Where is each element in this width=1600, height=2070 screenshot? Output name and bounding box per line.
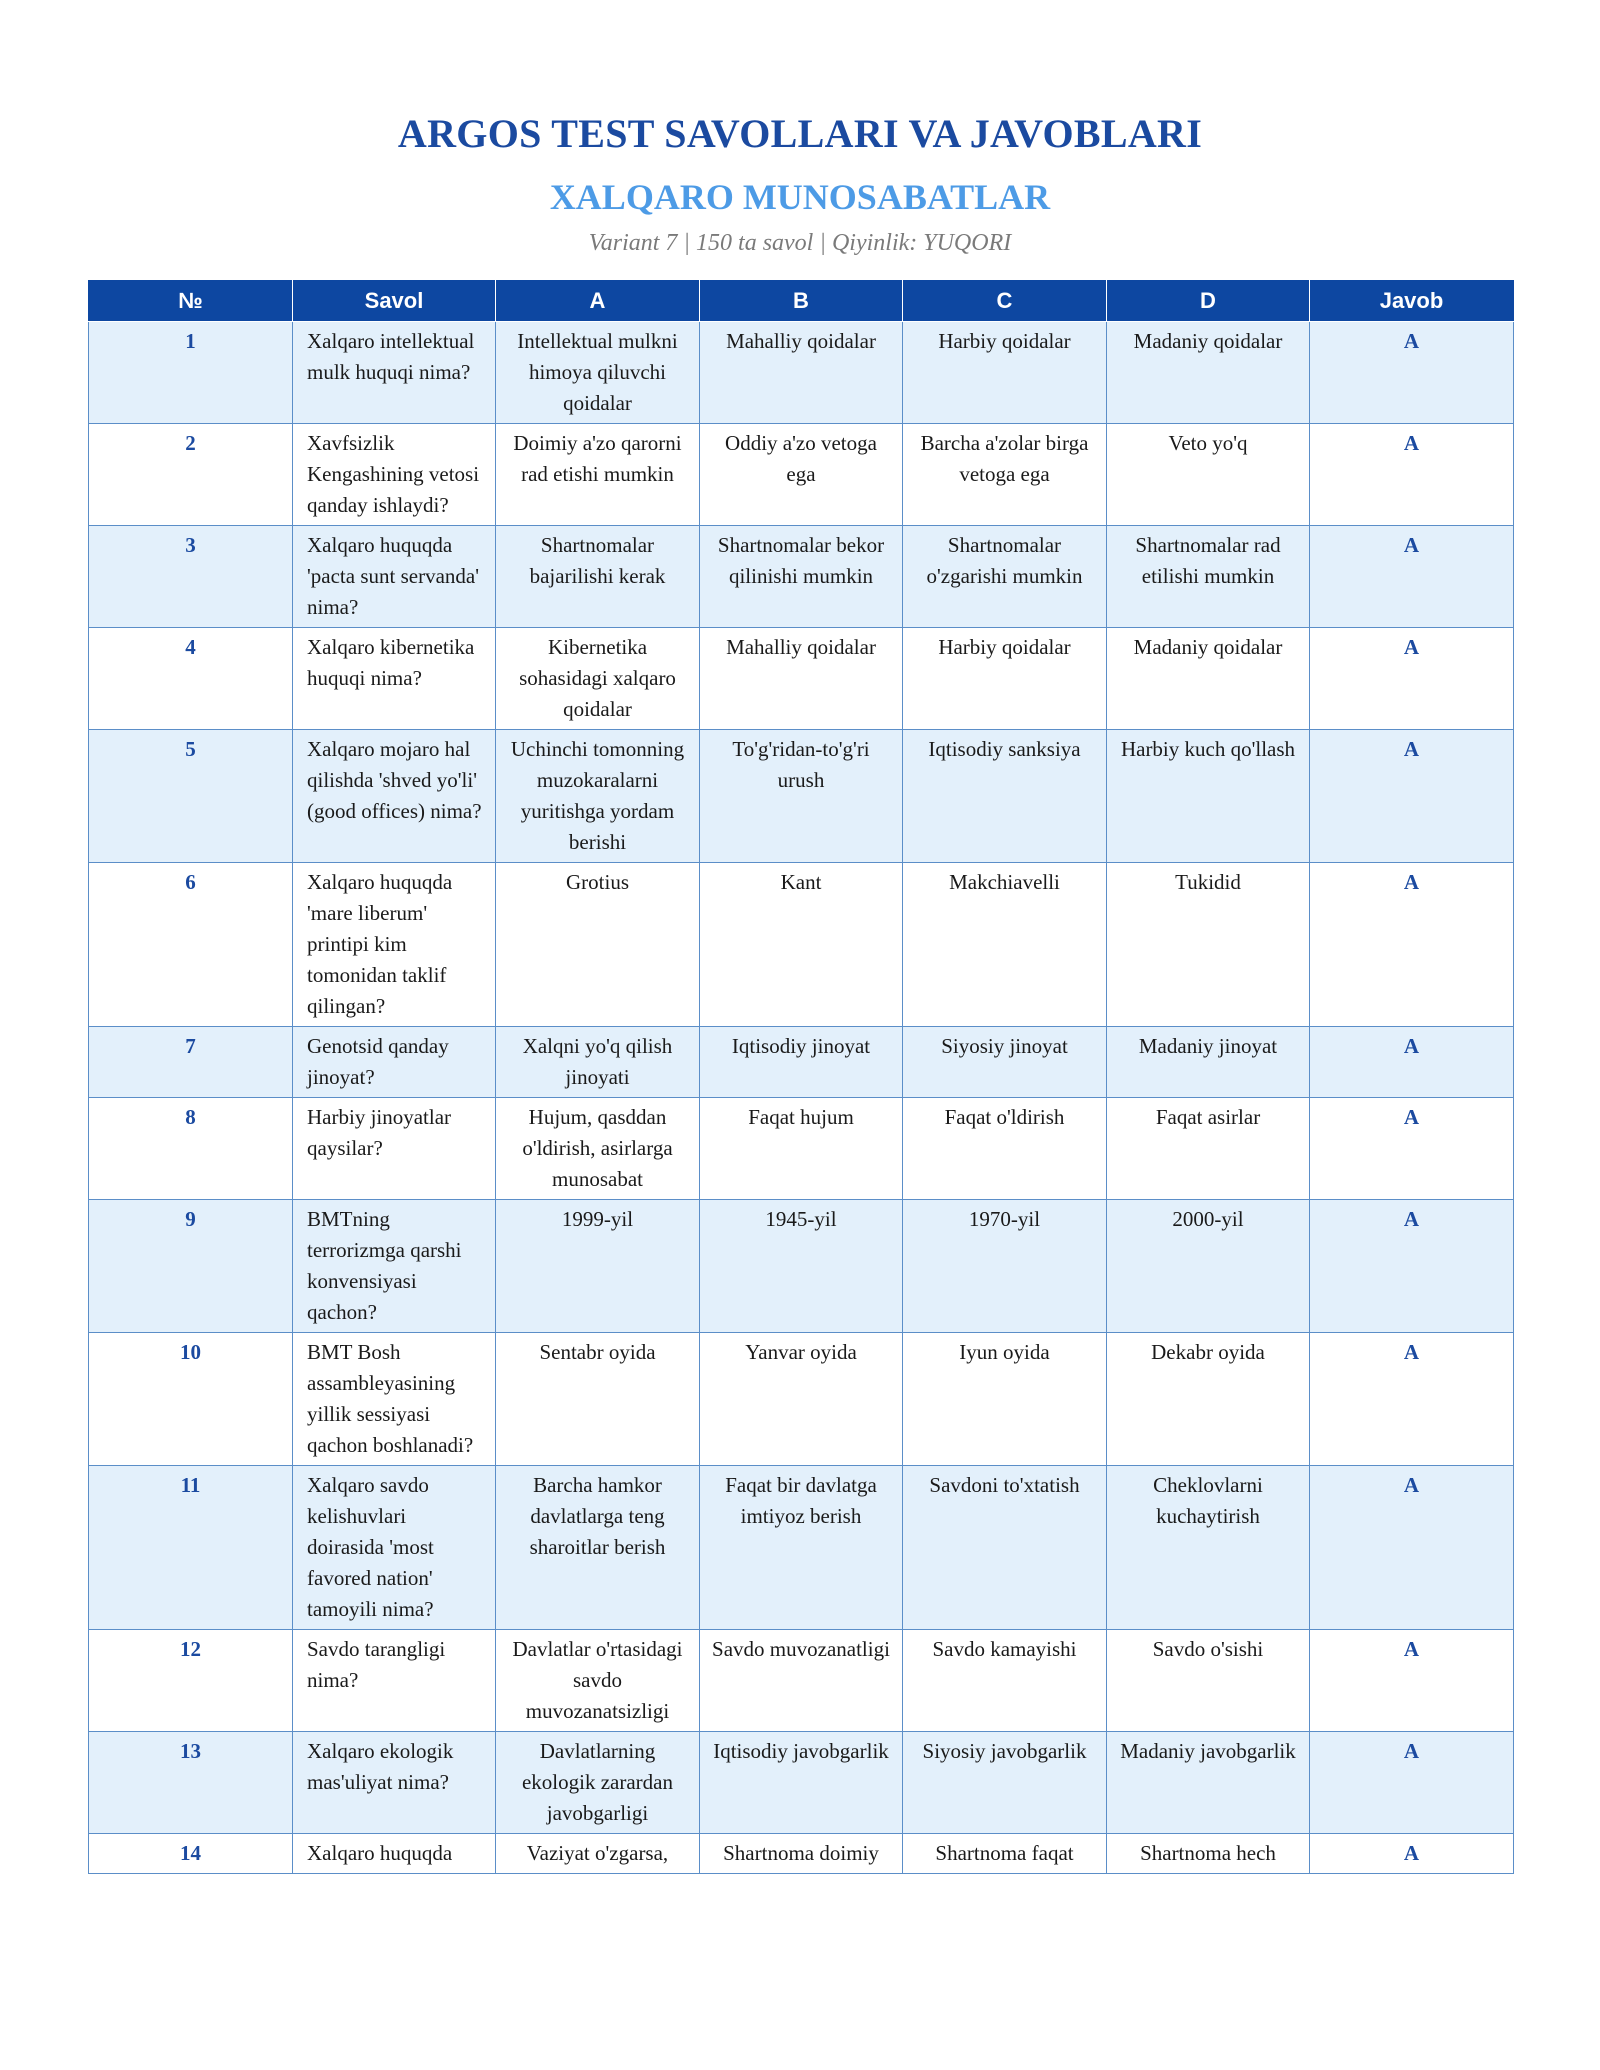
answer: A bbox=[1310, 1200, 1514, 1333]
question-text: Harbiy jinoyatlar qaysilar? bbox=[293, 1098, 496, 1200]
table-row bbox=[89, 1200, 1514, 1333]
answer: A bbox=[1310, 322, 1514, 424]
option-d: Savdo o'sishi bbox=[1107, 1630, 1310, 1732]
question-text: Xalqaro huquqda 'mare liberum' printipi kim tomonidan taklif qilingan? bbox=[293, 863, 496, 1027]
question-number: 2 bbox=[89, 424, 293, 526]
question-text: Xavfsizlik Kengashining vetosi qanday ishlaydi? bbox=[293, 424, 496, 526]
option-c: Siyosiy jinoyat bbox=[903, 1027, 1107, 1098]
table-row bbox=[89, 322, 1514, 424]
option-a: Davlatlar o'rtasidagi savdo muvozanatsizligi bbox=[496, 1630, 700, 1732]
answer: A bbox=[1310, 1333, 1514, 1466]
header-number: № bbox=[89, 281, 293, 322]
option-d: Shartnoma hech bbox=[1107, 1834, 1310, 1874]
option-b: Faqat bir davlatga imtiyoz berish bbox=[700, 1466, 903, 1630]
header-option-b: B bbox=[700, 281, 903, 322]
option-c: Makchiavelli bbox=[903, 863, 1107, 1027]
question-number: 9 bbox=[89, 1200, 293, 1333]
option-c: Iqtisodiy sanksiya bbox=[903, 730, 1107, 863]
questions-table bbox=[88, 280, 1514, 1874]
question-text: Xalqaro huquqda bbox=[293, 1834, 496, 1874]
option-b: Iqtisodiy jinoyat bbox=[700, 1027, 903, 1098]
option-a: Shartnomalar bajarilishi kerak bbox=[496, 526, 700, 628]
question-number: 1 bbox=[89, 322, 293, 424]
question-number: 10 bbox=[89, 1333, 293, 1466]
question-text: Xalqaro huquqda 'pacta sunt servanda' nima? bbox=[293, 526, 496, 628]
option-b: Oddiy a'zo vetoga ega bbox=[700, 424, 903, 526]
question-text: Genotsid qanday jinoyat? bbox=[293, 1027, 496, 1098]
table-row bbox=[89, 1630, 1514, 1732]
option-d: Cheklovlarni kuchaytirish bbox=[1107, 1466, 1310, 1630]
option-a: Grotius bbox=[496, 863, 700, 1027]
option-c: Savdo kamayishi bbox=[903, 1630, 1107, 1732]
question-number: 8 bbox=[89, 1098, 293, 1200]
option-a: Hujum, qasddan o'ldirish, asirlarga munosabat bbox=[496, 1098, 700, 1200]
question-number: 6 bbox=[89, 863, 293, 1027]
header-question: Savol bbox=[293, 281, 496, 322]
option-d: Harbiy kuch qo'llash bbox=[1107, 730, 1310, 863]
question-number: 7 bbox=[89, 1027, 293, 1098]
question-text: Xalqaro mojaro hal qilishda 'shved yo'li' (good offices) nima? bbox=[293, 730, 496, 863]
answer: A bbox=[1310, 1466, 1514, 1630]
option-a: 1999-yil bbox=[496, 1200, 700, 1333]
table-row bbox=[89, 1333, 1514, 1466]
option-b: Kant bbox=[700, 863, 903, 1027]
option-c: Barcha a'zolar birga vetoga ega bbox=[903, 424, 1107, 526]
option-d: Madaniy javobgarlik bbox=[1107, 1732, 1310, 1834]
question-number: 4 bbox=[89, 628, 293, 730]
answer: A bbox=[1310, 1630, 1514, 1732]
option-b: Iqtisodiy javobgarlik bbox=[700, 1732, 903, 1834]
option-b: 1945-yil bbox=[700, 1200, 903, 1333]
option-c: Faqat o'ldirish bbox=[903, 1098, 1107, 1200]
option-c: Siyosiy javobgarlik bbox=[903, 1732, 1107, 1834]
header-answer: Javob bbox=[1310, 281, 1514, 322]
answer: A bbox=[1310, 424, 1514, 526]
table-row bbox=[89, 1466, 1514, 1630]
answer: A bbox=[1310, 730, 1514, 863]
option-c: 1970-yil bbox=[903, 1200, 1107, 1333]
answer: A bbox=[1310, 863, 1514, 1027]
option-d: Madaniy qoidalar bbox=[1107, 628, 1310, 730]
option-d: 2000-yil bbox=[1107, 1200, 1310, 1333]
answer: A bbox=[1310, 628, 1514, 730]
option-d: Dekabr oyida bbox=[1107, 1333, 1310, 1466]
option-a: Davlatlarning ekologik zarardan javobgarligi bbox=[496, 1732, 700, 1834]
table-row bbox=[89, 526, 1514, 628]
question-number: 14 bbox=[89, 1834, 293, 1874]
table-row bbox=[89, 1027, 1514, 1098]
question-number: 13 bbox=[89, 1732, 293, 1834]
table-row bbox=[89, 863, 1514, 1027]
option-a: Intellektual mulkni himoya qiluvchi qoidalar bbox=[496, 322, 700, 424]
option-d: Faqat asirlar bbox=[1107, 1098, 1310, 1200]
header-option-a: A bbox=[496, 281, 700, 322]
option-c: Savdoni to'xtatish bbox=[903, 1466, 1107, 1630]
answer: A bbox=[1310, 1834, 1514, 1874]
table-row bbox=[89, 1732, 1514, 1834]
option-a: Xalqni yo'q qilish jinoyati bbox=[496, 1027, 700, 1098]
option-b: Shartnomalar bekor qilinishi mumkin bbox=[700, 526, 903, 628]
question-text: Xalqaro intellektual mulk huquqi nima? bbox=[293, 322, 496, 424]
question-text: Xalqaro savdo kelishuvlari doirasida 'most favored nation' tamoyili nima? bbox=[293, 1466, 496, 1630]
option-a: Sentabr oyida bbox=[496, 1333, 700, 1466]
question-number: 3 bbox=[89, 526, 293, 628]
table-row bbox=[89, 1098, 1514, 1200]
option-d: Madaniy qoidalar bbox=[1107, 322, 1310, 424]
option-a: Kibernetika sohasidagi xalqaro qoidalar bbox=[496, 628, 700, 730]
table-row bbox=[89, 730, 1514, 863]
option-d: Madaniy jinoyat bbox=[1107, 1027, 1310, 1098]
header-option-c: C bbox=[903, 281, 1107, 322]
table-row bbox=[89, 424, 1514, 526]
option-b: Faqat hujum bbox=[700, 1098, 903, 1200]
table-row bbox=[89, 628, 1514, 730]
option-c: Harbiy qoidalar bbox=[903, 628, 1107, 730]
option-b: Mahalliy qoidalar bbox=[700, 322, 903, 424]
option-b: Savdo muvozanatligi bbox=[700, 1630, 903, 1732]
header-option-d: D bbox=[1107, 281, 1310, 322]
question-text: BMT Bosh assambleyasining yillik sessiyasi qachon boshlanadi? bbox=[293, 1333, 496, 1466]
option-b: To'g'ridan-to'g'ri urush bbox=[700, 730, 903, 863]
question-text: Xalqaro ekologik mas'uliyat nima? bbox=[293, 1732, 496, 1834]
question-text: Xalqaro kibernetika huquqi nima? bbox=[293, 628, 496, 730]
table-header-row bbox=[89, 281, 1514, 322]
table-header bbox=[89, 281, 1514, 322]
table-row bbox=[89, 1834, 1514, 1874]
option-a: Uchinchi tomonning muzokaralarni yuritishga yordam berishi bbox=[496, 730, 700, 863]
option-b: Yanvar oyida bbox=[700, 1333, 903, 1466]
option-c: Shartnomalar o'zgarishi mumkin bbox=[903, 526, 1107, 628]
option-a: Vaziyat o'zgarsa, bbox=[496, 1834, 700, 1874]
answer: A bbox=[1310, 1098, 1514, 1200]
question-number: 5 bbox=[89, 730, 293, 863]
option-b: Shartnoma doimiy bbox=[700, 1834, 903, 1874]
option-a: Doimiy a'zo qarorni rad etishi mumkin bbox=[496, 424, 700, 526]
question-number: 11 bbox=[89, 1466, 293, 1630]
option-c: Iyun oyida bbox=[903, 1333, 1107, 1466]
option-b: Mahalliy qoidalar bbox=[700, 628, 903, 730]
option-d: Tukidid bbox=[1107, 863, 1310, 1027]
option-a: Barcha hamkor davlatlarga teng sharoitlar berish bbox=[496, 1466, 700, 1630]
question-text: BMTning terrorizmga qarshi konvensiyasi qachon? bbox=[293, 1200, 496, 1333]
document-meta: Variant 7 | 150 ta savol | Qiyinlik: YUQORI bbox=[588, 230, 1012, 256]
question-number: 12 bbox=[89, 1630, 293, 1732]
option-d: Veto yo'q bbox=[1107, 424, 1310, 526]
option-c: Shartnoma faqat bbox=[903, 1834, 1107, 1874]
document-subtitle: XALQARO MUNOSABATLAR bbox=[549, 177, 1051, 217]
answer: A bbox=[1310, 1732, 1514, 1834]
answer: A bbox=[1310, 526, 1514, 628]
option-d: Shartnomalar rad etilishi mumkin bbox=[1107, 526, 1310, 628]
question-text: Savdo tarangligi nima? bbox=[293, 1630, 496, 1732]
option-c: Harbiy qoidalar bbox=[903, 322, 1107, 424]
document-title: ARGOS TEST SAVOLLARI VA JAVOBLARI bbox=[397, 111, 1203, 156]
table-body bbox=[89, 322, 1514, 1874]
answer: A bbox=[1310, 1027, 1514, 1098]
